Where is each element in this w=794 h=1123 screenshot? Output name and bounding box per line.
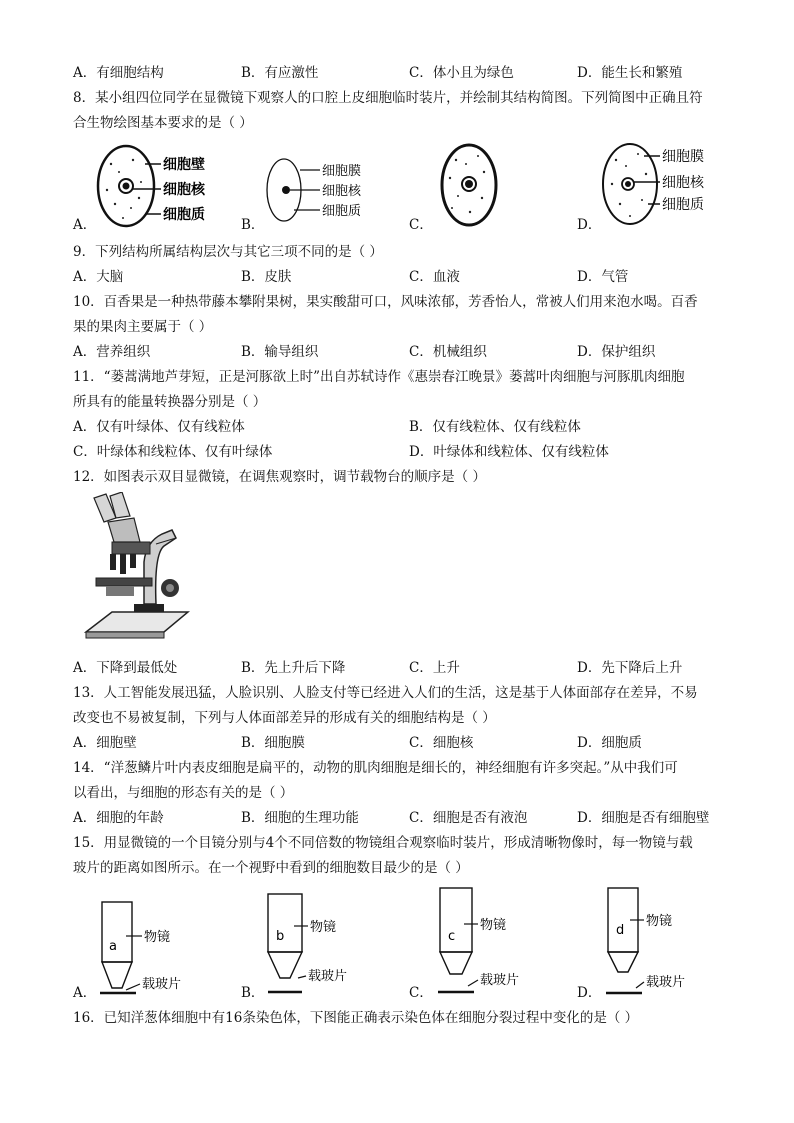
q11-option-c: C．叶绿体和线粒体、仅有叶绿体 — [73, 444, 273, 460]
q11-option-a: A．仅有叶绿体、仅有线粒体 — [73, 419, 245, 435]
q11-option-d: D．叶绿体和线粒体、仅有线粒体 — [409, 444, 609, 460]
q8d-label-1: 细胞膜 — [662, 149, 704, 165]
q12-option-c: C．上升 — [409, 660, 460, 676]
q11-stem-line2: 所具有的能量转换器分别是（ ） — [73, 394, 267, 410]
q8a-label-1: 细胞壁 — [163, 157, 205, 173]
q15-letter-a: A． — [73, 985, 97, 1001]
slide-label-b: 载玻片 — [308, 969, 348, 984]
slide-label-c: 载玻片 — [480, 973, 520, 988]
slide-label-d: 载玻片 — [646, 975, 686, 990]
q13-option-c: C．细胞核 — [409, 735, 474, 751]
q11-stem-line1: 11．“蒌蒿满地芦芽短，正是河豚欲上时”出自苏轼诗作《惠崇春江晚景》蒌蒿叶肉细胞与河豚肌肉细胞 — [73, 369, 685, 385]
q13-stem-line1: 13．人工智能发展迅猛，人脸识别、人脸支付等已经进入人们的生活，这是基于人体面部存在差异，不易 — [73, 685, 698, 701]
q8a-label-3: 细胞质 — [163, 207, 205, 223]
q15-letter-b: B． — [241, 985, 265, 1001]
q13-option-b: B．细胞膜 — [241, 735, 305, 751]
q12-option-a: A．下降到最低处 — [73, 660, 178, 676]
q7-option-d: D．能生长和繁殖 — [577, 65, 683, 81]
q13-option-d: D．细胞质 — [577, 735, 642, 751]
lens-letter-b: b — [276, 929, 285, 944]
objective-figure-a — [96, 892, 216, 1000]
q13-stem-line2: 改变也不易被复制，下列与人体面部差异的形成有关的细胞结构是（ ） — [73, 710, 496, 726]
q10-option-b: B．输导组织 — [241, 344, 319, 360]
q8-letter-a: A． — [73, 217, 97, 233]
q14-stem-line2: 以看出，与细胞的形态有关的是（ ） — [73, 785, 294, 801]
objective-label-c: 物镜 — [480, 918, 507, 933]
q15-letter-d: D． — [577, 985, 602, 1001]
q8b-label-2: 细胞核 — [322, 184, 362, 199]
q8b-label-3: 细胞质 — [322, 204, 362, 219]
q13-option-a: A．细胞壁 — [73, 735, 137, 751]
q8-figure-c — [436, 140, 506, 232]
q8d-label-2: 细胞核 — [662, 175, 704, 191]
q7-option-c: C．体小且为绿色 — [409, 65, 514, 81]
objective-label-a: 物镜 — [144, 930, 171, 945]
q10-option-c: C．机械组织 — [409, 344, 487, 360]
q9-option-b: B．皮肤 — [241, 269, 292, 285]
objective-label-b: 物镜 — [310, 920, 337, 935]
microscope-figure — [84, 492, 190, 642]
q8b-label-1: 细胞膜 — [322, 164, 362, 179]
q10-option-a: A．营养组织 — [73, 344, 151, 360]
lens-letter-d: d — [616, 923, 625, 938]
q8-stem-line2: 合生物绘图基本要求的是（ ） — [73, 115, 253, 131]
objective-label-d: 物镜 — [646, 914, 673, 929]
q14-stem-line1: 14．“洋葱鳞片叶内表皮细胞是扁平的，动物的肌肉细胞是细长的，神经细胞有许多突起。”从中我们可 — [73, 760, 678, 776]
q9-option-c: C．血液 — [409, 269, 460, 285]
objective-figure-d — [600, 880, 720, 998]
objective-figure-b — [262, 886, 382, 998]
q8a-label-2: 细胞核 — [163, 182, 205, 198]
q9-option-a: A．大脑 — [73, 269, 124, 285]
q14-option-a: A．细胞的年龄 — [73, 810, 164, 826]
q8-stem-line1: 8．某小组四位同学在显微镜下观察人的口腔上皮细胞临时装片，并绘制其结构简图。下列简图中正确且符 — [73, 90, 703, 106]
q14-option-c: C．细胞是否有液泡 — [409, 810, 528, 826]
q14-option-d: D．细胞是否有细胞壁 — [577, 810, 710, 826]
q8-letter-b: B． — [241, 217, 265, 233]
slide-label-a: 载玻片 — [142, 977, 182, 992]
q10-option-d: D．保护组织 — [577, 344, 656, 360]
q12-option-b: B．先上升后下降 — [241, 660, 346, 676]
q15-stem-line1: 15．用显微镜的一个目镜分别与4个不同倍数的物镜组合观察临时装片，形成清晰物像时，每一物镜与载 — [73, 835, 693, 851]
q16-stem: 16．已知洋葱体细胞中有16条染色体，下图能正确表示染色体在细胞分裂过程中变化的是（ ） — [73, 1010, 639, 1026]
q12-stem: 12．如图表示双目显微镜，在调焦观察时，调节载物台的顺序是（ ） — [73, 469, 486, 485]
q10-stem-line1: 10．百香果是一种热带藤本攀附果树，果实酸甜可口，风味浓郁，芳香怡人，常被人们用来泡水喝。百香 — [73, 294, 698, 310]
objective-figure-c — [434, 880, 554, 998]
q15-letter-c: C． — [409, 985, 433, 1001]
q7-option-b: B．有应激性 — [241, 65, 319, 81]
q11-option-b: B．仅有线粒体、仅有线粒体 — [409, 419, 581, 435]
q9-stem: 9．下列结构所属结构层次与其它三项不同的是（ ） — [73, 244, 383, 260]
lens-letter-c: c — [448, 929, 456, 944]
q8-figure-b — [262, 152, 372, 230]
q8-figure-d — [598, 138, 728, 232]
q15-stem-line2: 玻片的距离如图所示。在一个视野中看到的细胞数目最少的是（ ） — [73, 860, 469, 876]
q8-letter-c: C． — [409, 217, 433, 233]
q9-option-d: D．气管 — [577, 269, 629, 285]
q12-option-d: D．先下降后上升 — [577, 660, 683, 676]
q7-option-a: A．有细胞结构 — [73, 65, 164, 81]
q10-stem-line2: 果的果肉主要属于（ ） — [73, 319, 213, 335]
q8-letter-d: D． — [577, 217, 602, 233]
q8d-label-3: 细胞质 — [662, 197, 704, 213]
lens-letter-a: a — [109, 939, 117, 954]
q14-option-b: B．细胞的生理功能 — [241, 810, 359, 826]
q8-figure-a — [93, 142, 233, 234]
